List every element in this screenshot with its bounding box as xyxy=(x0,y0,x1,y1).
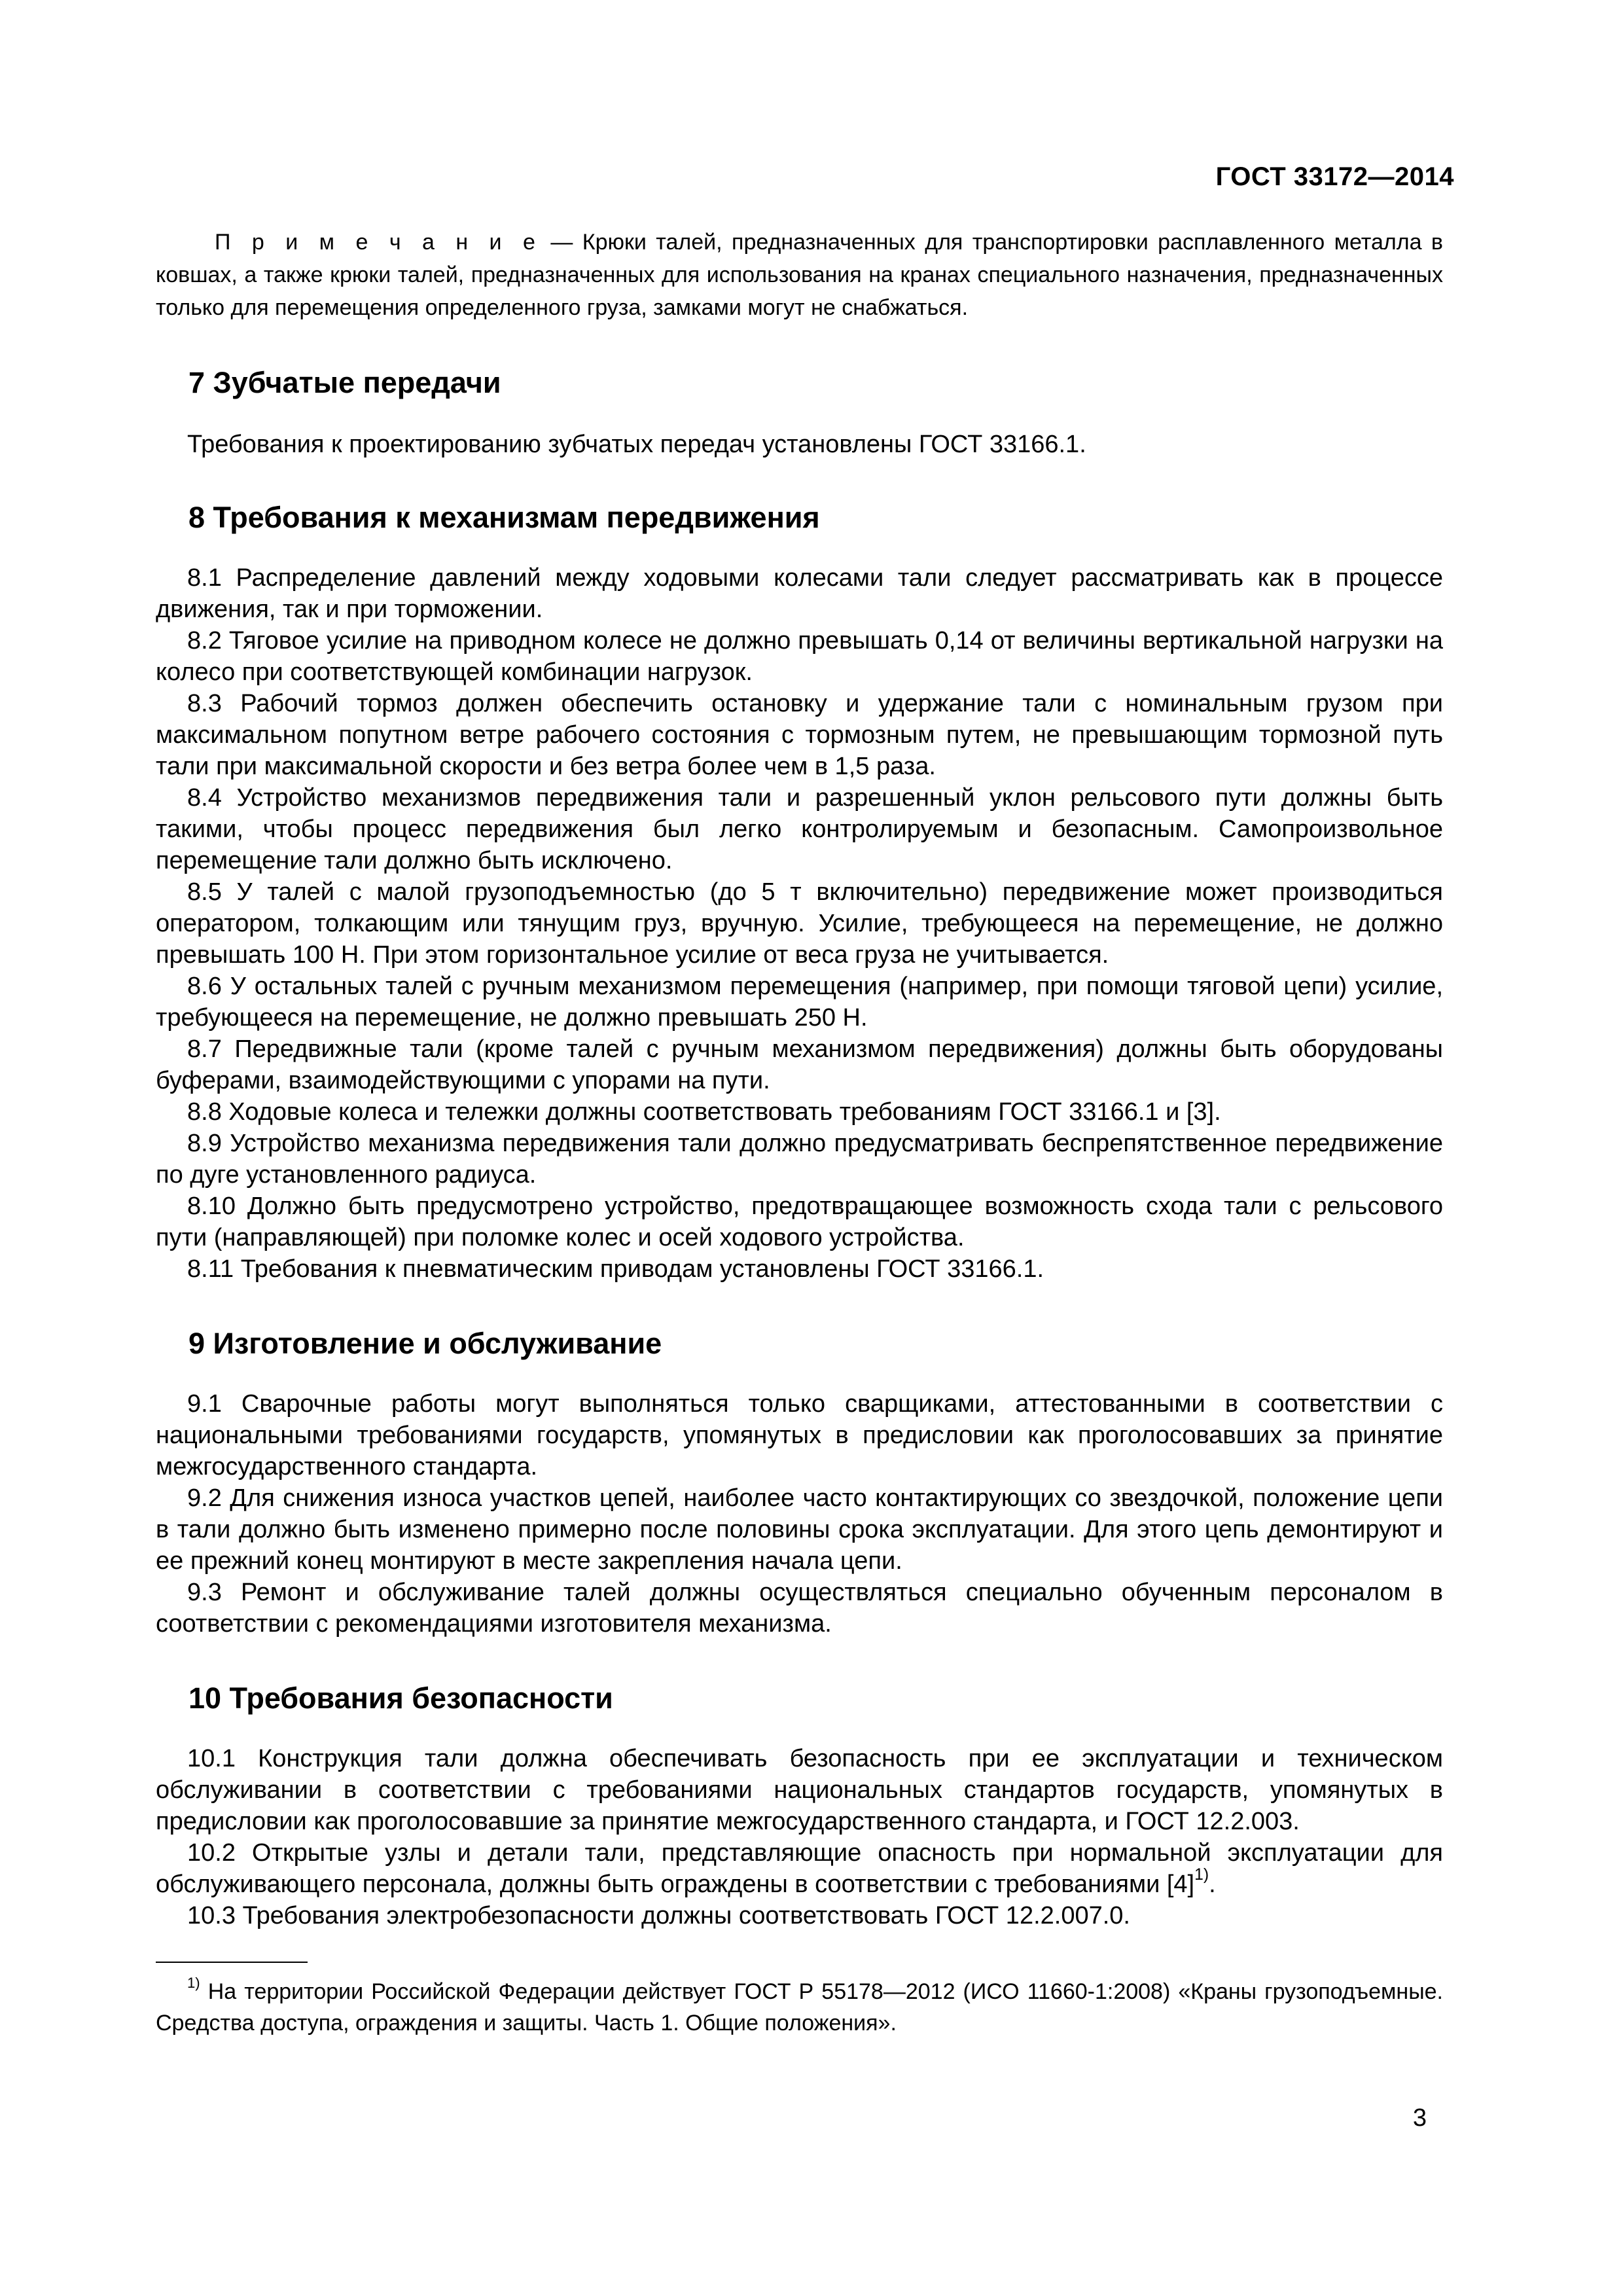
paragraph-8-8: 8.8 Ходовые колеса и тележки должны соответствовать требованиям ГОСТ 33166.1 и [3]. xyxy=(187,1098,1221,1126)
section-title-10: 10 Требования безопасности xyxy=(188,1681,613,1715)
standard-code-header: ГОСТ 33172—2014 xyxy=(1215,162,1454,191)
paragraph-8-5: 8.5 У талей с малой грузоподъемностью (до 5 т включительно) передвижение может производиться оператором, толкающим или тянущим груз, вручную. Усилие, требующееся на перемещение, не должно превышать 100 Н. При этом горизонтальное усилие от веса груза не учитывается. xyxy=(156,878,1443,969)
section-title-8: 8 Требования к механизмам передвижения xyxy=(188,501,820,534)
note-paragraph xyxy=(156,226,1443,324)
section-title-9: 9 Изготовление и обслуживание xyxy=(188,1327,662,1360)
paragraph-7: Требования к проектированию зубчатых передач установлены ГОСТ 33166.1. xyxy=(187,431,1086,458)
paragraph-8-10: 8.10 Должно быть предусмотрено устройство, предотвращающее возможность схода тали с рельсового пути (направляющей) при поломке колес и осей ходового устройства. xyxy=(156,1193,1443,1251)
paragraph-10-2 xyxy=(156,1837,1443,1900)
paragraph-9-1: 9.1 Сварочные работы могут выполняться только сварщиками, аттестованными в соответствии с национальными требованиями государств, упомянутых в предисловии как проголосовавших за принятие межгосударственного стандарта. xyxy=(156,1390,1443,1480)
paragraph-8-6: 8.6 У остальных талей с ручным механизмом перемещения (например, при помощи тяговой цепи) усилие, требующееся на перемещение, не должно превышать 250 Н. xyxy=(156,973,1443,1031)
footnote-marker: 1) xyxy=(187,1975,200,1992)
footnote xyxy=(156,1976,1443,2039)
paragraph-8-11: 8.11 Требования к пневматическим приводам установлены ГОСТ 33166.1. xyxy=(187,1255,1044,1283)
paragraph-10-3: 10.3 Требования электробезопасности должны соответствовать ГОСТ 12.2.007.0. xyxy=(187,1902,1130,1929)
paragraph-8-9: 8.9 Устройство механизма передвижения тали должно предусматривать беспрепятственное передвижение по дуге установленного радиуса. xyxy=(156,1130,1443,1189)
footnote-text: На территории Российской Федерации действует ГОСТ Р 55178—2012 (ИСО 11660-1:2008) «Краны грузоподъемные. Средства доступа, ограждения и защиты. Часть 1. Общие положения». xyxy=(156,1979,1443,2036)
paragraph-10-2-text: 10.2 Открытые узлы и детали тали, представляющие опасность при нормальной эксплуатации для обслуживающего персонала, должны быть ограждены в соответствии с требованиями [4] xyxy=(156,1839,1443,1898)
paragraph-8-2: 8.2 Тяговое усилие на приводном колесе не должно превышать 0,14 от величины вертикальной нагрузки на колесо при соответствующей комбинации нагрузок. xyxy=(156,627,1443,686)
paragraph-8-1: 8.1 Распределение давлений между ходовыми колесами тали следует рассматривать как в процессе движения, так и при торможении. xyxy=(156,564,1443,623)
paragraph-8-7: 8.7 Передвижные тали (кроме талей с ручным механизмом передвижения) должны быть оборудованы буферами, взаимодействующими с упорами на пути. xyxy=(156,1035,1443,1094)
note-text: — Крюки талей, предназначенных для транспортировки расплавленного металла в ковшах, а также крюки талей, предназначенных для использования на кранах специального назначения, предназначенных только для перемещения определенного груза, замками могут не снабжаться. xyxy=(156,230,1443,320)
paragraph-10-1: 10.1 Конструкция тали должна обеспечивать безопасность при ее эксплуатации и техническом обслуживании в соответствии с требованиями национальных стандартов государств, упомянутых в предисловии как проголосовавшие за принятие межгосударственного стандарта, и ГОСТ 12.2.003. xyxy=(156,1745,1443,1835)
footnote-reference[interactable]: 1) xyxy=(1194,1866,1209,1884)
page-number: 3 xyxy=(1412,2104,1427,2132)
paragraph-9-2: 9.2 Для снижения износа участков цепей, наиболее часто контактирующих со звездочкой, положение цепи в тали должно быть изменено примерно после половины срока эксплуатации. Для этого цепь демонтируют и ее прежний конец монтируют в месте закрепления начала цепи. xyxy=(156,1484,1443,1575)
page-content xyxy=(156,226,1443,2039)
paragraph-8-3: 8.3 Рабочий тормоз должен обеспечить остановку и удержание тали с номинальным грузом при максимальном попутном ветре рабочего состояния с тормозным путем, не превышающим тормозной путь тали при максимальной скорости и без ветра более чем в 1,5 раза. xyxy=(156,690,1443,780)
paragraph-10-2-tail: . xyxy=(1209,1871,1216,1898)
section-title-7: 7 Зубчатые передачи xyxy=(188,366,501,399)
paragraph-9-3: 9.3 Ремонт и обслуживание талей должны осуществляться специально обученным персоналом в соответствии с рекомендациями изготовителя механизма. xyxy=(156,1579,1443,1638)
note-label: П р и м е ч а н и е xyxy=(215,230,541,255)
paragraph-8-4: 8.4 Устройство механизмов передвижения тали и разрешенный уклон рельсового пути должны быть такими, чтобы процесс передвижения был легко контролируемым и безопасным. Самопроизвольное перемещение тали должно быть исключено. xyxy=(156,784,1443,874)
